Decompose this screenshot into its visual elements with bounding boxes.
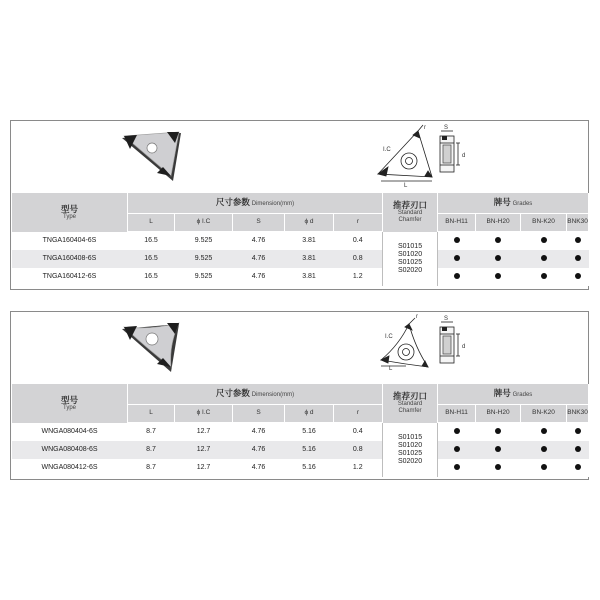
tnga-spec-card <box>10 120 589 290</box>
ic-cell: 12.7 <box>175 441 233 459</box>
tnga-dimension-header-en: Dimension(mm) <box>251 201 295 208</box>
wnga-type-header-cn: 型号 <box>60 394 78 405</box>
wnga-col-bnk30: BNK30 <box>567 405 589 423</box>
l-cell: 16.5 <box>128 232 175 251</box>
grade-availability-cell <box>567 441 589 459</box>
chamfer-item: S01020 <box>397 441 423 449</box>
available-dot-icon <box>495 255 501 261</box>
tnga-col-bnk30: BNK30 <box>567 214 589 232</box>
available-dot-icon <box>495 464 501 470</box>
tnga-diagram-label-l: L <box>404 183 408 189</box>
r-cell: 0.4 <box>334 232 383 251</box>
l-cell: 16.5 <box>128 268 175 286</box>
wnga-spec-table <box>11 384 589 477</box>
tnga-chamfer-list <box>383 232 438 287</box>
tnga-col-bn-h20: BN-H20 <box>476 214 521 232</box>
available-dot-icon <box>575 255 581 261</box>
chamfer-item: S02020 <box>397 457 423 465</box>
table-row <box>12 268 589 286</box>
l-cell: 8.7 <box>128 423 175 442</box>
r-cell: 0.8 <box>334 250 383 268</box>
grade-availability-cell <box>438 459 476 477</box>
available-dot-icon <box>575 446 581 452</box>
table-row <box>12 423 589 442</box>
available-dot-icon <box>454 273 460 279</box>
tnga-diagram-label-d: d <box>462 153 466 159</box>
grade-availability-cell <box>476 250 521 268</box>
tnga-col-s: S <box>233 214 285 232</box>
wnga-dimension-header <box>128 384 383 405</box>
wnga-insert-photo <box>122 323 179 372</box>
wnga-col-r: r <box>334 405 383 423</box>
available-dot-icon <box>454 237 460 243</box>
type-cell: TNGA160404-6S <box>12 232 128 251</box>
available-dot-icon <box>541 273 547 279</box>
tnga-col-r: r <box>334 214 383 232</box>
wnga-col-d: ϕ d <box>285 405 334 423</box>
tnga-chamfer-header-cn: 推荐刃口 <box>393 200 428 211</box>
available-dot-icon <box>575 237 581 243</box>
s-cell: 4.76 <box>233 459 285 477</box>
chamfer-item: S02020 <box>397 266 423 274</box>
tnga-chamfer-header-en-1: Standard <box>397 210 423 217</box>
wnga-type-header-en: Type <box>62 404 76 411</box>
chamfer-item: S01020 <box>397 250 423 258</box>
wnga-illustration <box>11 312 588 384</box>
d-cell: 5.16 <box>285 459 334 477</box>
grade-availability-cell <box>521 250 567 268</box>
grade-availability-cell <box>476 268 521 286</box>
l-cell: 16.5 <box>128 250 175 268</box>
l-cell: 8.7 <box>128 441 175 459</box>
available-dot-icon <box>541 464 547 470</box>
d-cell: 3.81 <box>285 250 334 268</box>
wnga-col-l: L <box>128 405 175 423</box>
type-cell: WNGA080408-6S <box>12 441 128 459</box>
grade-availability-cell <box>476 423 521 442</box>
wnga-diagram-label-l: L <box>389 366 393 372</box>
available-dot-icon <box>454 464 460 470</box>
wnga-diagram-label-ic: I.C <box>385 334 393 340</box>
tnga-insert-photo <box>122 132 181 181</box>
grade-availability-cell <box>438 250 476 268</box>
table-row <box>12 441 589 459</box>
table-row <box>12 250 589 268</box>
d-cell: 5.16 <box>285 423 334 442</box>
available-dot-icon <box>454 446 460 452</box>
grade-availability-cell <box>521 232 567 251</box>
available-dot-icon <box>495 446 501 452</box>
ic-cell: 9.525 <box>175 268 233 286</box>
grade-availability-cell <box>521 441 567 459</box>
wnga-chamfer-header-en-2: Chamfer <box>398 407 422 414</box>
tnga-diagram-label-ic: I.C <box>383 147 391 153</box>
grade-availability-cell <box>438 232 476 251</box>
tnga-dimension-header-cn: 尺寸参数 <box>215 197 250 208</box>
tnga-diagram-label-r: r <box>424 125 426 131</box>
wnga-col-s: S <box>233 405 285 423</box>
chamfer-item: S01025 <box>397 449 423 457</box>
ic-cell: 12.7 <box>175 423 233 442</box>
available-dot-icon <box>575 464 581 470</box>
grade-availability-cell <box>567 250 589 268</box>
available-dot-icon <box>541 255 547 261</box>
tnga-triangle-drawing <box>378 125 432 181</box>
tnga-side-view-drawing <box>440 131 460 172</box>
d-cell: 3.81 <box>285 268 334 286</box>
wnga-col-bn-h11: BN-H11 <box>438 405 476 423</box>
tnga-spec-table <box>11 193 589 286</box>
tnga-col-bn-h11: BN-H11 <box>438 214 476 232</box>
tnga-grades-header-en: Grades <box>512 201 533 208</box>
grade-availability-cell <box>438 423 476 442</box>
available-dot-icon <box>495 428 501 434</box>
wnga-side-view-drawing <box>440 322 460 363</box>
wnga-diagram-label-r: r <box>416 314 418 320</box>
tnga-col-d: ϕ d <box>285 214 334 232</box>
wnga-spec-card <box>10 311 589 480</box>
wnga-col-ic: ϕ I.C <box>175 405 233 423</box>
r-cell: 1.2 <box>334 268 383 286</box>
available-dot-icon <box>541 446 547 452</box>
type-cell: WNGA080412-6S <box>12 459 128 477</box>
wnga-type-header <box>12 384 128 423</box>
grade-availability-cell <box>476 459 521 477</box>
d-cell: 3.81 <box>285 232 334 251</box>
table-row <box>12 459 589 477</box>
grade-availability-cell <box>476 441 521 459</box>
tnga-chamfer-header-en-2: Chamfer <box>398 216 422 223</box>
r-cell: 0.4 <box>334 423 383 442</box>
wnga-chamfer-header <box>383 384 438 423</box>
grade-availability-cell <box>476 232 521 251</box>
available-dot-icon <box>454 428 460 434</box>
tnga-dimension-header <box>128 193 383 214</box>
l-cell: 8.7 <box>128 459 175 477</box>
type-cell: TNGA160408-6S <box>12 250 128 268</box>
grade-availability-cell <box>438 268 476 286</box>
grade-availability-cell <box>567 268 589 286</box>
s-cell: 4.76 <box>233 232 285 251</box>
s-cell: 4.76 <box>233 423 285 442</box>
s-cell: 4.76 <box>233 268 285 286</box>
grade-availability-cell <box>567 232 589 251</box>
available-dot-icon <box>575 428 581 434</box>
wnga-dimension-header-en: Dimension(mm) <box>251 392 295 399</box>
available-dot-icon <box>541 428 547 434</box>
ic-cell: 9.525 <box>175 250 233 268</box>
wnga-chamfer-header-cn: 推荐刃口 <box>393 391 428 402</box>
wnga-col-bn-k20: BN-K20 <box>521 405 567 423</box>
wnga-dimension-header-cn: 尺寸参数 <box>215 388 250 399</box>
type-cell: TNGA160412-6S <box>12 268 128 286</box>
grade-availability-cell <box>521 423 567 442</box>
chamfer-item: S01015 <box>397 433 423 441</box>
wnga-grades-header-cn: 牌号 <box>493 388 511 399</box>
tnga-type-header-en: Type <box>62 213 76 220</box>
tnga-col-ic: ϕ I.C <box>175 214 233 232</box>
s-cell: 4.76 <box>233 441 285 459</box>
available-dot-icon <box>541 237 547 243</box>
tnga-illustration <box>11 121 588 193</box>
grade-availability-cell <box>567 459 589 477</box>
grade-availability-cell <box>521 459 567 477</box>
available-dot-icon <box>575 273 581 279</box>
wnga-trigon-drawing <box>381 318 428 367</box>
tnga-grades-header-cn: 牌号 <box>493 197 511 208</box>
tnga-diagram-label-s: S <box>444 125 449 131</box>
r-cell: 0.8 <box>334 441 383 459</box>
available-dot-icon <box>495 273 501 279</box>
chamfer-item: S01025 <box>397 258 423 266</box>
wnga-diagram-label-s: S <box>444 316 449 322</box>
s-cell: 4.76 <box>233 250 285 268</box>
wnga-chamfer-list <box>383 423 438 478</box>
d-cell: 5.16 <box>285 441 334 459</box>
wnga-grades-header <box>438 384 589 405</box>
ic-cell: 12.7 <box>175 459 233 477</box>
tnga-type-header-cn: 型号 <box>60 203 78 214</box>
tnga-col-bn-k20: BN-K20 <box>521 214 567 232</box>
wnga-col-bn-h20: BN-H20 <box>476 405 521 423</box>
grade-availability-cell <box>438 441 476 459</box>
tnga-chamfer-header <box>383 193 438 232</box>
wnga-diagram-label-d: d <box>462 344 466 350</box>
wnga-chamfer-header-en-1: Standard <box>397 401 423 408</box>
type-cell: WNGA080404-6S <box>12 423 128 442</box>
tnga-col-l: L <box>128 214 175 232</box>
available-dot-icon <box>495 237 501 243</box>
ic-cell: 9.525 <box>175 232 233 251</box>
available-dot-icon <box>454 255 460 261</box>
table-row <box>12 232 589 251</box>
grade-availability-cell <box>521 268 567 286</box>
wnga-grades-header-en: Grades <box>512 392 533 399</box>
tnga-grades-header <box>438 193 589 214</box>
r-cell: 1.2 <box>334 459 383 477</box>
tnga-type-header <box>12 193 128 232</box>
chamfer-item: S01015 <box>397 242 423 250</box>
grade-availability-cell <box>567 423 589 442</box>
